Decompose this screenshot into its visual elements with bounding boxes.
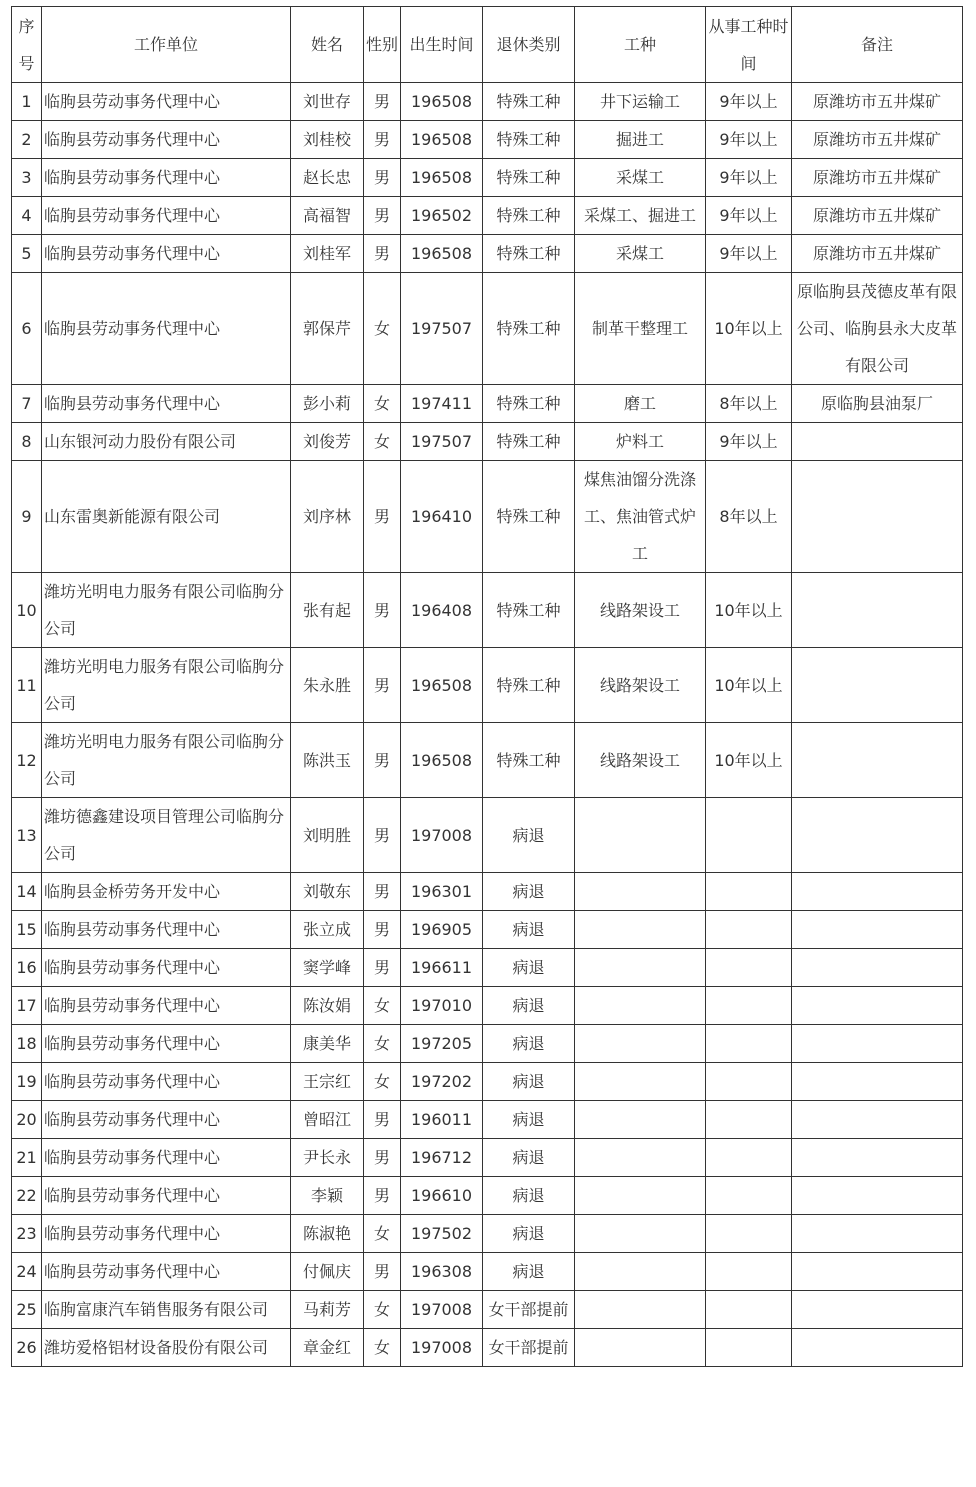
cell-years [706, 873, 792, 911]
header-years: 从事工种时间 [706, 7, 792, 83]
cell-sex: 男 [364, 798, 401, 873]
cell-type: 特殊工种 [483, 573, 575, 648]
cell-note: 原临朐县茂德皮革有限公司、临朐县永大皮革有限公司 [792, 273, 963, 385]
cell-unit: 潍坊德鑫建设项目管理公司临朐分公司 [42, 798, 291, 873]
cell-unit: 临朐县劳动事务代理中心 [42, 1215, 291, 1253]
cell-birth: 196308 [401, 1253, 483, 1291]
cell-type: 特殊工种 [483, 121, 575, 159]
cell-job: 线路架设工 [575, 648, 706, 723]
cell-note [792, 648, 963, 723]
cell-birth: 196610 [401, 1177, 483, 1215]
cell-sex: 男 [364, 83, 401, 121]
cell-no: 6 [12, 273, 42, 385]
cell-name: 陈洪玉 [291, 723, 364, 798]
header-row [12, 7, 963, 83]
cell-sex: 男 [364, 1177, 401, 1215]
cell-job: 井下运输工 [575, 83, 706, 121]
table-row [12, 873, 963, 911]
cell-type: 女干部提前 [483, 1329, 575, 1367]
header-note: 备注 [792, 7, 963, 83]
cell-years [706, 1063, 792, 1101]
header-no: 序号 [12, 7, 42, 83]
cell-birth: 197502 [401, 1215, 483, 1253]
cell-birth: 197010 [401, 987, 483, 1025]
cell-type: 特殊工种 [483, 159, 575, 197]
cell-job: 线路架设工 [575, 723, 706, 798]
table-row [12, 798, 963, 873]
cell-unit: 临朐县劳动事务代理中心 [42, 121, 291, 159]
cell-job: 制革干整理工 [575, 273, 706, 385]
cell-sex: 男 [364, 723, 401, 798]
cell-years: 9年以上 [706, 83, 792, 121]
cell-no: 7 [12, 385, 42, 423]
cell-job: 采煤工、掘进工 [575, 197, 706, 235]
cell-years: 9年以上 [706, 235, 792, 273]
cell-name: 朱永胜 [291, 648, 364, 723]
table-row [12, 423, 963, 461]
cell-note [792, 723, 963, 798]
cell-sex: 女 [364, 273, 401, 385]
retirement-table [11, 6, 963, 1367]
cell-sex: 男 [364, 911, 401, 949]
table-row [12, 1329, 963, 1367]
cell-name: 郭保芹 [291, 273, 364, 385]
cell-name: 付佩庆 [291, 1253, 364, 1291]
table-row [12, 159, 963, 197]
cell-years [706, 1329, 792, 1367]
table-row [12, 273, 963, 385]
cell-job [575, 1329, 706, 1367]
cell-type: 病退 [483, 798, 575, 873]
cell-no: 14 [12, 873, 42, 911]
cell-name: 刘桂军 [291, 235, 364, 273]
cell-no: 20 [12, 1101, 42, 1139]
cell-years: 10年以上 [706, 648, 792, 723]
cell-unit: 临朐县劳动事务代理中心 [42, 83, 291, 121]
cell-birth: 196712 [401, 1139, 483, 1177]
cell-name: 彭小莉 [291, 385, 364, 423]
cell-type: 特殊工种 [483, 461, 575, 573]
cell-job [575, 1139, 706, 1177]
cell-no: 13 [12, 798, 42, 873]
cell-years [706, 798, 792, 873]
cell-job: 采煤工 [575, 159, 706, 197]
cell-type: 病退 [483, 1253, 575, 1291]
table-row [12, 573, 963, 648]
cell-note: 原临朐县油泵厂 [792, 385, 963, 423]
table-row [12, 385, 963, 423]
cell-sex: 女 [364, 1025, 401, 1063]
cell-type: 病退 [483, 1177, 575, 1215]
cell-unit: 潍坊光明电力服务有限公司临朐分公司 [42, 573, 291, 648]
cell-note [792, 1025, 963, 1063]
cell-sex: 男 [364, 873, 401, 911]
cell-job: 线路架设工 [575, 573, 706, 648]
cell-name: 张有起 [291, 573, 364, 648]
cell-job [575, 949, 706, 987]
cell-name: 高福智 [291, 197, 364, 235]
cell-unit: 临朐县劳动事务代理中心 [42, 1063, 291, 1101]
header-type: 退休类别 [483, 7, 575, 83]
cell-years [706, 1177, 792, 1215]
cell-name: 尹长永 [291, 1139, 364, 1177]
cell-birth: 197411 [401, 385, 483, 423]
cell-sex: 女 [364, 1215, 401, 1253]
cell-no: 3 [12, 159, 42, 197]
cell-note [792, 911, 963, 949]
cell-note [792, 1253, 963, 1291]
cell-sex: 女 [364, 1329, 401, 1367]
cell-birth: 196410 [401, 461, 483, 573]
cell-no: 8 [12, 423, 42, 461]
cell-type: 特殊工种 [483, 385, 575, 423]
cell-name: 李颖 [291, 1177, 364, 1215]
cell-birth: 197008 [401, 798, 483, 873]
cell-birth: 197008 [401, 1291, 483, 1329]
cell-note [792, 1329, 963, 1367]
table-row [12, 1253, 963, 1291]
cell-type: 病退 [483, 987, 575, 1025]
cell-no: 5 [12, 235, 42, 273]
cell-note [792, 1139, 963, 1177]
cell-no: 12 [12, 723, 42, 798]
cell-unit: 山东银河动力股份有限公司 [42, 423, 291, 461]
cell-name: 王宗红 [291, 1063, 364, 1101]
cell-no: 1 [12, 83, 42, 121]
cell-job: 煤焦油馏分洗涤工、焦油管式炉工 [575, 461, 706, 573]
cell-unit: 临朐县劳动事务代理中心 [42, 1025, 291, 1063]
table-row [12, 1139, 963, 1177]
cell-name: 刘敬东 [291, 873, 364, 911]
cell-sex: 男 [364, 235, 401, 273]
cell-note: 原潍坊市五井煤矿 [792, 83, 963, 121]
cell-years: 9年以上 [706, 423, 792, 461]
cell-name: 张立成 [291, 911, 364, 949]
cell-unit: 潍坊光明电力服务有限公司临朐分公司 [42, 648, 291, 723]
cell-years: 10年以上 [706, 273, 792, 385]
cell-type: 病退 [483, 949, 575, 987]
cell-years [706, 1139, 792, 1177]
table-row [12, 121, 963, 159]
cell-note: 原潍坊市五井煤矿 [792, 235, 963, 273]
table-row [12, 911, 963, 949]
table-row [12, 1215, 963, 1253]
cell-sex: 男 [364, 197, 401, 235]
cell-no: 18 [12, 1025, 42, 1063]
cell-sex: 男 [364, 573, 401, 648]
cell-note [792, 1177, 963, 1215]
cell-name: 陈淑艳 [291, 1215, 364, 1253]
cell-name: 曾昭江 [291, 1101, 364, 1139]
cell-name: 刘俊芳 [291, 423, 364, 461]
cell-birth: 196502 [401, 197, 483, 235]
header-name: 姓名 [291, 7, 364, 83]
cell-sex: 女 [364, 1063, 401, 1101]
table-row [12, 461, 963, 573]
cell-no: 2 [12, 121, 42, 159]
cell-no: 4 [12, 197, 42, 235]
cell-type: 女干部提前 [483, 1291, 575, 1329]
cell-no: 9 [12, 461, 42, 573]
cell-no: 11 [12, 648, 42, 723]
cell-sex: 男 [364, 1139, 401, 1177]
cell-note: 原潍坊市五井煤矿 [792, 159, 963, 197]
cell-years [706, 1101, 792, 1139]
cell-type: 特殊工种 [483, 648, 575, 723]
cell-job: 掘进工 [575, 121, 706, 159]
cell-job: 炉料工 [575, 423, 706, 461]
cell-birth: 197507 [401, 273, 483, 385]
cell-years: 9年以上 [706, 197, 792, 235]
cell-no: 22 [12, 1177, 42, 1215]
cell-type: 病退 [483, 1139, 575, 1177]
cell-name: 刘桂校 [291, 121, 364, 159]
cell-sex: 男 [364, 461, 401, 573]
cell-unit: 临朐县劳动事务代理中心 [42, 911, 291, 949]
cell-birth: 197205 [401, 1025, 483, 1063]
cell-job [575, 798, 706, 873]
cell-job [575, 1253, 706, 1291]
cell-unit: 临朐县劳动事务代理中心 [42, 273, 291, 385]
cell-job: 采煤工 [575, 235, 706, 273]
cell-sex: 女 [364, 423, 401, 461]
cell-years [706, 987, 792, 1025]
cell-job [575, 911, 706, 949]
cell-birth: 196508 [401, 121, 483, 159]
cell-years: 10年以上 [706, 723, 792, 798]
cell-years [706, 949, 792, 987]
cell-sex: 男 [364, 648, 401, 723]
cell-birth: 196905 [401, 911, 483, 949]
table-row [12, 987, 963, 1025]
cell-years: 10年以上 [706, 573, 792, 648]
header-birth: 出生时间 [401, 7, 483, 83]
cell-sex: 男 [364, 1101, 401, 1139]
cell-job [575, 1177, 706, 1215]
cell-name: 刘世存 [291, 83, 364, 121]
cell-name: 赵长忠 [291, 159, 364, 197]
cell-no: 19 [12, 1063, 42, 1101]
cell-note [792, 949, 963, 987]
cell-years [706, 1025, 792, 1063]
cell-no: 26 [12, 1329, 42, 1367]
cell-type: 病退 [483, 1063, 575, 1101]
cell-name: 陈汝娟 [291, 987, 364, 1025]
cell-name: 刘序林 [291, 461, 364, 573]
cell-name: 窦学峰 [291, 949, 364, 987]
cell-sex: 女 [364, 987, 401, 1025]
cell-unit: 临朐县劳动事务代理中心 [42, 1139, 291, 1177]
cell-unit: 临朐富康汽车销售服务有限公司 [42, 1291, 291, 1329]
cell-years: 8年以上 [706, 461, 792, 573]
cell-job [575, 1291, 706, 1329]
cell-unit: 临朐县金桥劳务开发中心 [42, 873, 291, 911]
cell-birth: 196508 [401, 648, 483, 723]
cell-note [792, 873, 963, 911]
cell-no: 23 [12, 1215, 42, 1253]
cell-years: 9年以上 [706, 159, 792, 197]
cell-years [706, 911, 792, 949]
cell-job [575, 987, 706, 1025]
cell-unit: 临朐县劳动事务代理中心 [42, 1177, 291, 1215]
cell-unit: 潍坊爱格铝材设备股份有限公司 [42, 1329, 291, 1367]
table-row [12, 1177, 963, 1215]
cell-note [792, 1215, 963, 1253]
cell-birth: 196508 [401, 83, 483, 121]
cell-job [575, 1063, 706, 1101]
cell-sex: 男 [364, 121, 401, 159]
cell-note [792, 1291, 963, 1329]
cell-note [792, 573, 963, 648]
cell-type: 特殊工种 [483, 83, 575, 121]
cell-type: 病退 [483, 1215, 575, 1253]
table-row [12, 235, 963, 273]
cell-type: 病退 [483, 1101, 575, 1139]
cell-birth: 196011 [401, 1101, 483, 1139]
cell-job: 磨工 [575, 385, 706, 423]
header-sex: 性别 [364, 7, 401, 83]
cell-no: 15 [12, 911, 42, 949]
cell-sex: 女 [364, 1291, 401, 1329]
cell-years: 9年以上 [706, 121, 792, 159]
cell-no: 16 [12, 949, 42, 987]
cell-no: 24 [12, 1253, 42, 1291]
cell-birth: 196508 [401, 723, 483, 798]
header-unit: 工作单位 [42, 7, 291, 83]
cell-unit: 临朐县劳动事务代理中心 [42, 987, 291, 1025]
cell-unit: 临朐县劳动事务代理中心 [42, 197, 291, 235]
cell-note: 原潍坊市五井煤矿 [792, 197, 963, 235]
cell-type: 病退 [483, 911, 575, 949]
cell-unit: 临朐县劳动事务代理中心 [42, 1253, 291, 1291]
cell-job [575, 1101, 706, 1139]
cell-name: 章金红 [291, 1329, 364, 1367]
cell-unit: 山东雷奥新能源有限公司 [42, 461, 291, 573]
cell-sex: 女 [364, 385, 401, 423]
table-row [12, 1291, 963, 1329]
cell-note [792, 987, 963, 1025]
cell-unit: 临朐县劳动事务代理中心 [42, 235, 291, 273]
cell-type: 特殊工种 [483, 235, 575, 273]
table-row [12, 949, 963, 987]
cell-type: 病退 [483, 1025, 575, 1063]
cell-name: 刘明胜 [291, 798, 364, 873]
cell-no: 21 [12, 1139, 42, 1177]
table-row [12, 83, 963, 121]
table-row [12, 1101, 963, 1139]
cell-type: 特殊工种 [483, 423, 575, 461]
cell-years [706, 1253, 792, 1291]
table-row [12, 197, 963, 235]
cell-birth: 196408 [401, 573, 483, 648]
table-row [12, 1025, 963, 1063]
cell-type: 特殊工种 [483, 723, 575, 798]
cell-years: 8年以上 [706, 385, 792, 423]
cell-unit: 潍坊光明电力服务有限公司临朐分公司 [42, 723, 291, 798]
cell-years [706, 1215, 792, 1253]
cell-job [575, 1215, 706, 1253]
cell-birth: 196508 [401, 159, 483, 197]
cell-name: 马莉芳 [291, 1291, 364, 1329]
table-row [12, 648, 963, 723]
cell-no: 25 [12, 1291, 42, 1329]
table-row [12, 723, 963, 798]
cell-sex: 男 [364, 159, 401, 197]
cell-birth: 196611 [401, 949, 483, 987]
cell-type: 病退 [483, 873, 575, 911]
cell-birth: 196301 [401, 873, 483, 911]
cell-type: 特殊工种 [483, 197, 575, 235]
cell-note [792, 1101, 963, 1139]
cell-sex: 男 [364, 949, 401, 987]
cell-birth: 196508 [401, 235, 483, 273]
cell-sex: 男 [364, 1253, 401, 1291]
cell-note: 原潍坊市五井煤矿 [792, 121, 963, 159]
cell-birth: 197202 [401, 1063, 483, 1101]
cell-note [792, 798, 963, 873]
cell-birth: 197008 [401, 1329, 483, 1367]
table-row [12, 1063, 963, 1101]
cell-note [792, 423, 963, 461]
cell-name: 康美华 [291, 1025, 364, 1063]
cell-unit: 临朐县劳动事务代理中心 [42, 159, 291, 197]
header-job: 工种 [575, 7, 706, 83]
cell-job [575, 1025, 706, 1063]
cell-note [792, 461, 963, 573]
cell-note [792, 1063, 963, 1101]
cell-years [706, 1291, 792, 1329]
cell-job [575, 873, 706, 911]
cell-no: 10 [12, 573, 42, 648]
cell-type: 特殊工种 [483, 273, 575, 385]
cell-birth: 197507 [401, 423, 483, 461]
cell-unit: 临朐县劳动事务代理中心 [42, 385, 291, 423]
cell-unit: 临朐县劳动事务代理中心 [42, 949, 291, 987]
cell-no: 17 [12, 987, 42, 1025]
cell-unit: 临朐县劳动事务代理中心 [42, 1101, 291, 1139]
